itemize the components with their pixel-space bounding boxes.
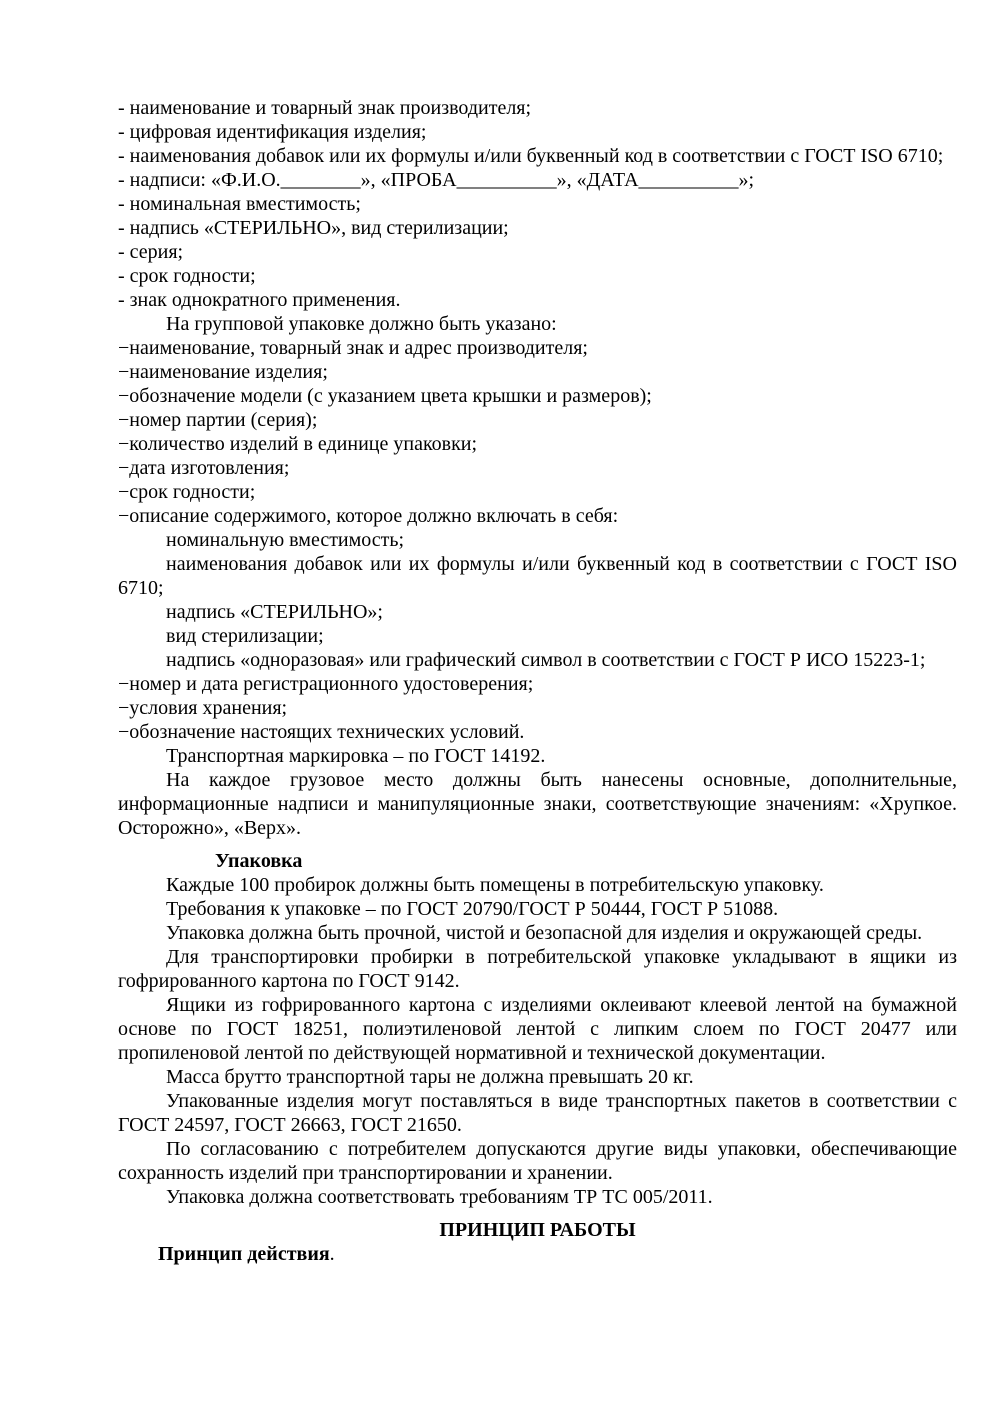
paragraph: надпись «СТЕРИЛЬНО»; (166, 601, 383, 623)
paragraph: −количество изделий в единице упаковки; (118, 433, 478, 455)
paragraph: - знак однократного применения. (118, 289, 401, 311)
paragraph: −номер партии (серия); (118, 409, 318, 431)
paragraph: Упаковка должна соответствовать требованиям ТР ТС 005/2011. (166, 1186, 713, 1208)
paragraph: надпись «одноразовая» или графический символ в соответствии с ГОСТ Р ИСО 15223-1; (166, 649, 926, 671)
paragraph: Ящики из гофрированного картона с изделиями оклеивают клеевой лентой на бумажной основе по ГОСТ 18251, полиэтиленовой лентой с липким слоем по ГОСТ 20477 или пропиленовой лентой по действующей нормативной и технической документации. (118, 994, 957, 1064)
paragraph: наименования добавок или их формулы и/или буквенный код в соответствии с ГОСТ ISO 6710; (118, 553, 957, 599)
paragraph: −срок годности; (118, 481, 256, 503)
paragraph: Масса брутто транспортной тары не должна превышать 20 кг. (166, 1066, 694, 1088)
paragraph: −условия хранения; (118, 697, 288, 719)
paragraph: - серия; (118, 241, 184, 263)
paragraph: Упаковка должна быть прочной, чистой и безопасной для изделия и окружающей среды. (166, 922, 923, 944)
paragraph: Транспортная маркировка – по ГОСТ 14192. (166, 745, 546, 767)
paragraph: На каждое грузовое место должны быть нанесены основные, дополнительные, информационные надписи и манипуляционные знаки, соответствующие значениям: «Хрупкое. Осторожно», «Верх». (118, 769, 957, 839)
paragraph: −обозначение модели (с указанием цвета крышки и размеров); (118, 385, 652, 407)
paragraph: - срок годности; (118, 265, 256, 287)
paragraph: −наименование, товарный знак и адрес производителя; (118, 337, 588, 359)
paragraph: −номер и дата регистрационного удостоверения; (118, 673, 534, 695)
paragraph: −наименование изделия; (118, 361, 328, 383)
paragraph: На групповой упаковке должно быть указано: (166, 313, 557, 335)
paragraph: Упакованные изделия могут поставляться в виде транспортных пакетов в соответствии с ГОСТ 24597, ГОСТ 26663, ГОСТ 21650. (118, 1090, 957, 1136)
paragraph: По согласованию с потребителем допускаются другие виды упаковки, обеспечивающие сохранность изделий при транспортировании и хранении. (118, 1138, 957, 1184)
paragraph: - наименования добавок или их формулы и/или буквенный код в соответствии с ГОСТ ISO 6710; (118, 145, 944, 167)
paragraph: номинальную вместимость; (166, 529, 405, 551)
packaging-section-heading: Упаковка (215, 850, 303, 872)
paragraph: - номинальная вместимость; (118, 193, 361, 215)
paragraph: Требования к упаковке – по ГОСТ 20790/ГОСТ Р 50444, ГОСТ Р 51088. (166, 898, 779, 920)
paragraph: - надписи: «Ф.И.О.________», «ПРОБА__________», «ДАТА__________»; (118, 169, 755, 191)
paragraph: −дата изготовления; (118, 457, 290, 479)
paragraph: - надпись «СТЕРИЛЬНО», вид стерилизации; (118, 217, 509, 239)
paragraph: −описание содержимого, которое должно включать в себя: (118, 505, 619, 527)
paragraph: - наименование и товарный знак производителя; (118, 97, 532, 119)
paragraph: Для транспортировки пробирки в потребительской упаковке укладывают в ящики из гофрированного картона по ГОСТ 9142. (118, 946, 957, 992)
principle-section-heading: ПРИНЦИП РАБОТЫ (439, 1219, 636, 1241)
paragraph: Каждые 100 пробирок должны быть помещены в потребительскую упаковку. (166, 874, 824, 896)
paragraph: −обозначение настоящих технических условий. (118, 721, 525, 743)
principle-subheading: Принцип действия. (158, 1243, 335, 1265)
paragraph: вид стерилизации; (166, 625, 324, 647)
paragraph: - цифровая идентификация изделия; (118, 121, 427, 143)
document-body (118, 96, 957, 1266)
